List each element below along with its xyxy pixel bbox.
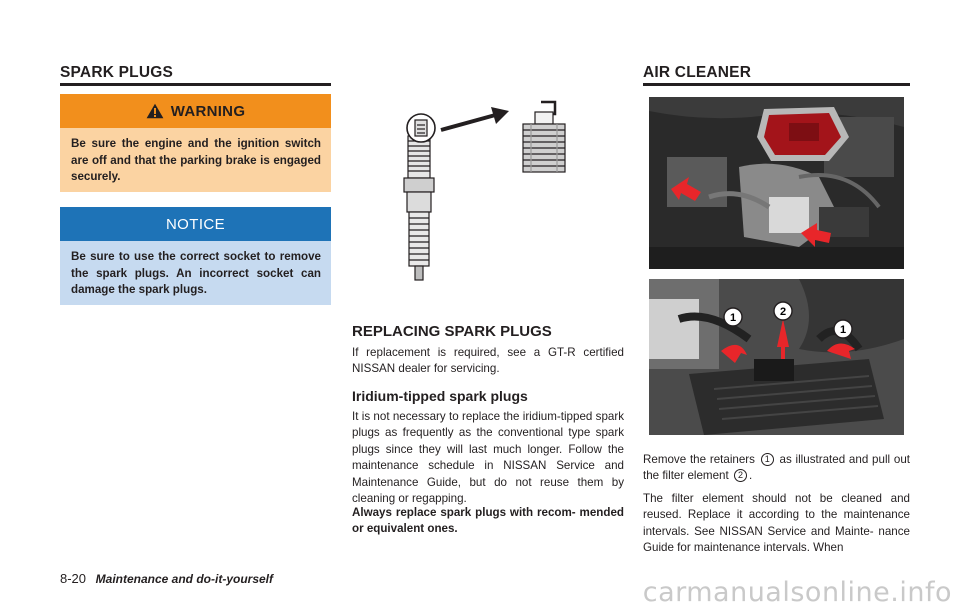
- watermark: carmanualsonline.info: [642, 577, 952, 608]
- engine-bay-photo: [649, 97, 904, 269]
- page-footer: [60, 571, 273, 586]
- chapter-title: Maintenance and do-it-yourself: [95, 572, 274, 586]
- spark-plug-tip-enlarged: [523, 102, 565, 172]
- warning-triangle-icon: [146, 103, 164, 119]
- bold-note: Always replace spark plugs with recom- mended or equivalent ones.: [352, 506, 624, 536]
- section-rule: [643, 83, 910, 86]
- notice-header: [60, 207, 331, 241]
- filter-element-paragraph: The filter element should not be cleaned and reused. Replace it according to the maintenance intervals. See NISSAN Service and Mainte- nance Guide for maintenance intervals. When: [643, 492, 910, 555]
- body-paragraph: It is not necessary to replace the iridium-tipped spark plugs as frequently as the conventional type spark plugs since they will last much longer. Follow the maintenance schedule in NISSAN Service and Maintenance Guide, but do not reuse them by cleaning or regapping.: [352, 410, 624, 506]
- warning-text: Be sure the engine and the ignition switch are off and that the parking brake is engaged securely.: [60, 128, 331, 192]
- svg-text:1: 1: [839, 324, 847, 336]
- retainers-paragraph: Remove the retainers 1 as illustrated and pull out the filter element 2 .: [643, 453, 910, 483]
- notice-label: NOTICE: [165, 215, 226, 233]
- spark-plug-illustration: [395, 98, 600, 298]
- notice-text: Be sure to use the correct socket to remove the spark plugs. An incorrect socket can damage the spark plugs.: [60, 241, 331, 305]
- heading-replacing-spark-plugs: REPLACING SPARK PLUGS: [352, 323, 552, 340]
- spark-plug-left: [404, 114, 435, 280]
- page-number: 8-20: [60, 571, 87, 586]
- arrow-icon: [441, 107, 509, 130]
- svg-text:2: 2: [779, 306, 787, 318]
- callout-1-icon: [834, 320, 852, 338]
- callout-2-icon: 2: [734, 469, 747, 482]
- subheading-iridium: Iridium-tipped spark plugs: [352, 388, 528, 404]
- warning-label: WARNING: [170, 102, 246, 120]
- warning-header: [60, 94, 331, 128]
- svg-text:1: 1: [729, 312, 737, 324]
- section-title-air-cleaner: AIR CLEANER: [643, 64, 752, 81]
- callout-1-icon: 1: [761, 453, 774, 466]
- callout-1-icon: [724, 308, 742, 326]
- section-title-spark-plugs: SPARK PLUGS: [60, 64, 174, 81]
- section-rule: [60, 83, 331, 86]
- intro-paragraph: If replacement is required, see a GT-R certified NISSAN dealer for servicing.: [352, 346, 624, 376]
- callout-2-icon: [774, 302, 792, 320]
- air-cleaner-photo: [649, 279, 904, 435]
